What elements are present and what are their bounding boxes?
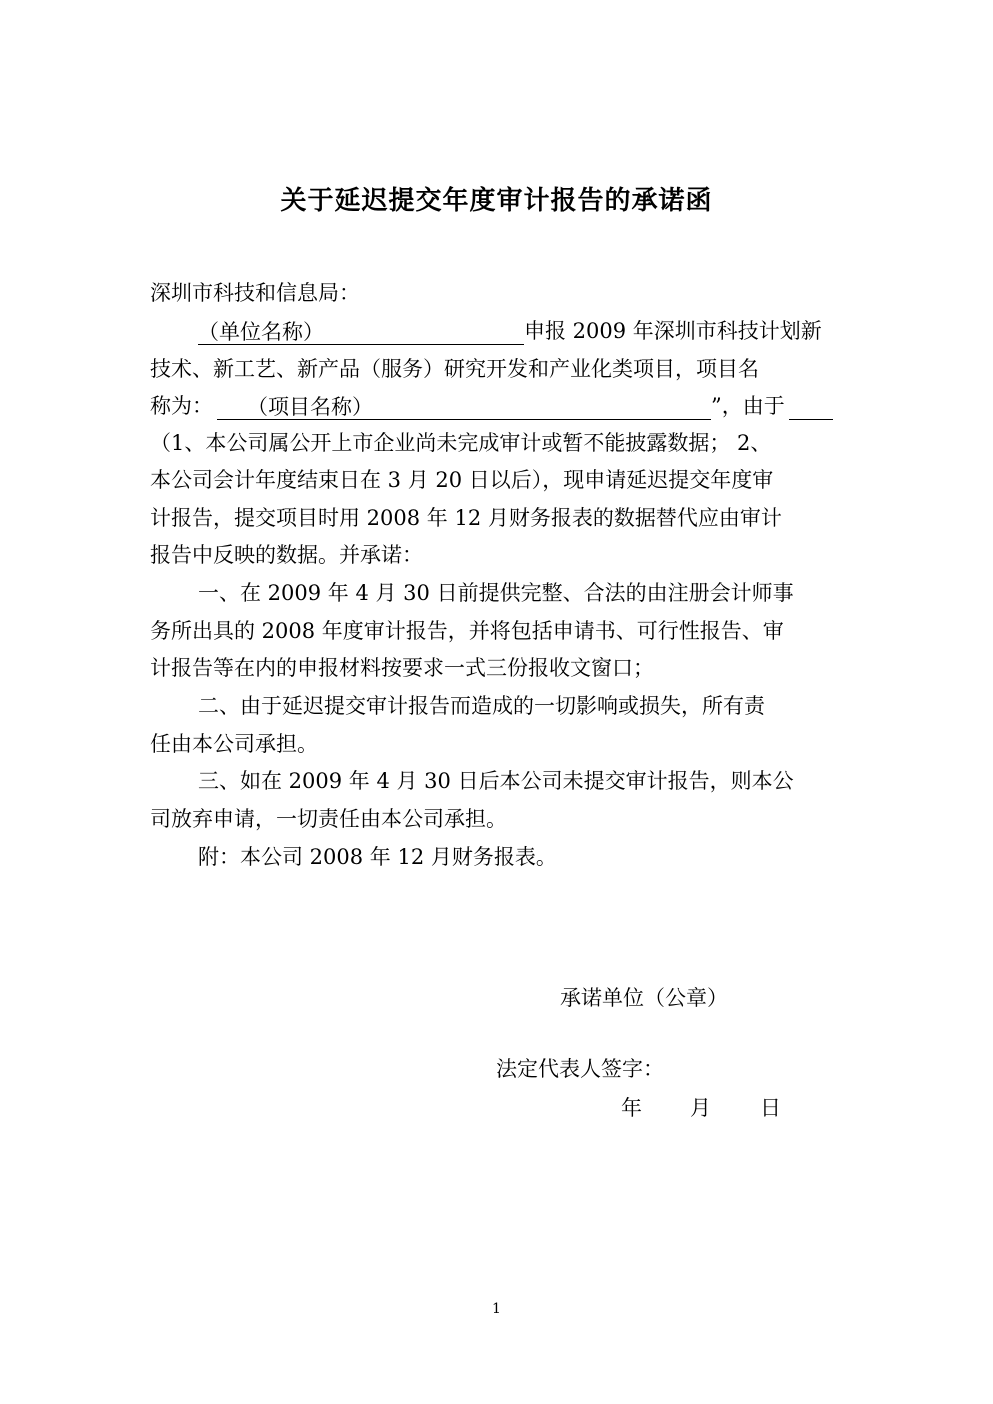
- para1-line3: [150, 392, 850, 420]
- commitment2-line1: 二、由于延迟提交审计报告而造成的一切影响或损失，所有责: [198, 694, 765, 718]
- reason-blank: [789, 393, 833, 420]
- page-number: 1: [492, 1301, 501, 1317]
- para1-line2: 技术、新工艺、新产品（服务）研究开发和产业化类项目，项目名: [150, 357, 759, 381]
- para1-line3-prefix: 称为：: [150, 394, 213, 418]
- addressee: 深圳市科技和信息局：: [150, 281, 360, 305]
- para1-line7: 报告中反映的数据。并承诺：: [150, 543, 423, 567]
- signing-unit-label: 承诺单位（公章）: [560, 986, 728, 1010]
- project-name-blank: [217, 393, 711, 420]
- para1-line6: 计报告，提交项目时用 2008 年 12 月财务报表的数据替代应由审计: [150, 506, 782, 530]
- attachment-note: 附：本公司 2008 年 12 月财务报表。: [198, 845, 557, 869]
- date-day-label: 日: [760, 1096, 781, 1120]
- date-month-label: 月: [690, 1096, 711, 1120]
- para1-line3-suffix: ”，由于: [711, 394, 785, 418]
- legal-rep-signature-label: 法定代表人签字：: [496, 1057, 664, 1081]
- para1-line5: 本公司会计年度结束日在 3 月 20 日以后），现申请延迟提交年度审: [150, 468, 774, 492]
- commitment1-line2: 务所出具的 2008 年度审计报告，并将包括申请书、可行性报告、审: [150, 619, 784, 643]
- unit-name-blank: [198, 318, 524, 345]
- date-year-label: 年: [621, 1096, 642, 1120]
- commitment1-line3: 计报告等在内的申报材料按要求一式三份报收文窗口；: [150, 656, 654, 680]
- commitment1-line1: 一、在 2009 年 4 月 30 日前提供完整、合法的由注册会计师事: [198, 581, 794, 605]
- para1-line1-text: 申报 2009 年深圳市科技计划新: [524, 319, 822, 343]
- document-title: 关于延迟提交年度审计报告的承诺函: [280, 186, 713, 216]
- commitment2-line2: 任由本公司承担。: [150, 732, 318, 756]
- para1-line4: （1、本公司属公开上市企业尚未完成审计或暂不能披露数据； 2、: [150, 431, 772, 455]
- para1-line1: [198, 317, 898, 345]
- commitment3-line2: 司放弃申请，一切责任由本公司承担。: [150, 807, 507, 831]
- commitment3-line1: 三、如在 2009 年 4 月 30 日后本公司未提交审计报告，则本公: [198, 769, 794, 793]
- project-name-placeholder: （项目名称）: [247, 395, 373, 419]
- unit-name-placeholder: （单位名称）: [198, 320, 324, 344]
